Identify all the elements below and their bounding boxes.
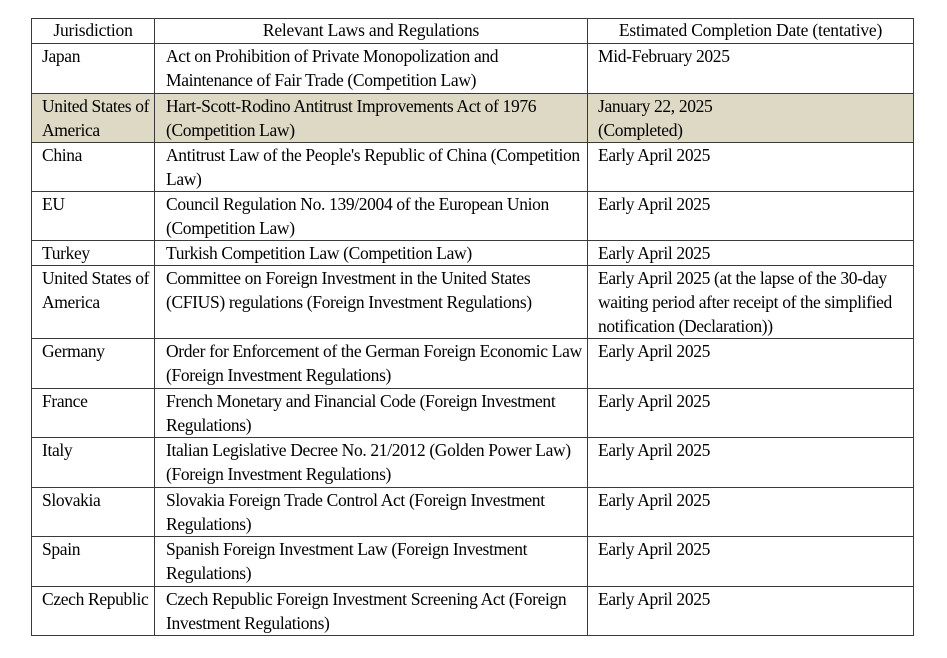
date-cell xyxy=(588,94,914,143)
date-cell xyxy=(588,143,914,192)
law-text: Slovakia Foreign Trade Control Act (Foreign Investment Regulations) xyxy=(166,490,545,534)
law-cell xyxy=(155,192,588,241)
header-jurisdiction: Jurisdiction xyxy=(32,19,155,44)
law-cell xyxy=(155,438,588,488)
law-text: Turkish Competition Law (Competition Law) xyxy=(166,243,472,263)
jurisdiction-cell xyxy=(32,438,155,488)
date-text: Mid-February 2025 xyxy=(598,46,730,66)
table-row xyxy=(32,44,914,94)
date-text: Early April 2025 xyxy=(598,539,711,559)
table-row xyxy=(32,339,914,389)
jurisdiction-text: Turkey xyxy=(42,243,90,263)
jurisdiction-cell xyxy=(32,94,155,143)
law-text: Italian Legislative Decree No. 21/2012 (Golden Power Law) (Foreign Investment Regulations) xyxy=(166,440,571,484)
date-text: Early April 2025 xyxy=(598,490,711,510)
jurisdiction-cell xyxy=(32,587,155,636)
law-cell xyxy=(155,94,588,143)
regulations-table xyxy=(31,18,914,636)
jurisdiction-text: United States of America xyxy=(42,96,150,140)
date-cell xyxy=(588,389,914,438)
law-cell xyxy=(155,143,588,192)
table-row xyxy=(32,488,914,537)
law-text: Order for Enforcement of the German Foreign Economic Law (Foreign Investment Regulations) xyxy=(166,341,582,385)
jurisdiction-text: Czech Republic xyxy=(42,589,149,609)
date-text: Early April 2025 xyxy=(598,145,711,165)
law-text: French Monetary and Financial Code (Foreign Investment Regulations) xyxy=(166,391,556,435)
date-text: Early April 2025 (at the lapse of the 30-day waiting period after receipt of the simplified notification (Declaration)) xyxy=(598,268,892,336)
jurisdiction-cell xyxy=(32,266,155,339)
jurisdiction-text: Slovakia xyxy=(42,490,101,510)
table-row xyxy=(32,389,914,438)
jurisdiction-cell xyxy=(32,192,155,241)
table-row xyxy=(32,438,914,488)
date-cell xyxy=(588,587,914,636)
law-cell xyxy=(155,389,588,438)
law-cell xyxy=(155,339,588,389)
law-cell xyxy=(155,44,588,94)
date-note: (Completed) xyxy=(598,120,683,140)
jurisdiction-text: Italy xyxy=(42,440,73,460)
jurisdiction-cell xyxy=(32,537,155,587)
date-cell xyxy=(588,44,914,94)
date-text: Early April 2025 xyxy=(598,341,711,361)
jurisdiction-cell xyxy=(32,339,155,389)
header-row xyxy=(32,19,914,44)
jurisdiction-text: Japan xyxy=(42,46,81,66)
date-cell xyxy=(588,537,914,587)
table-row xyxy=(32,266,914,339)
jurisdiction-cell xyxy=(32,389,155,438)
law-text: Council Regulation No. 139/2004 of the European Union (Competition Law) xyxy=(166,194,549,238)
jurisdiction-text: Germany xyxy=(42,341,105,361)
table-row xyxy=(32,537,914,587)
jurisdiction-cell xyxy=(32,44,155,94)
law-text: Hart-Scott-Rodino Antitrust Improvements Act of 1976 (Competition Law) xyxy=(166,96,537,140)
date-cell xyxy=(588,241,914,266)
table-row xyxy=(32,587,914,636)
jurisdiction-text: Spain xyxy=(42,539,81,559)
date-cell xyxy=(588,488,914,537)
date-cell xyxy=(588,438,914,488)
header-completion-date: Estimated Completion Date (tentative) xyxy=(588,19,914,44)
table-row xyxy=(32,143,914,192)
jurisdiction-cell xyxy=(32,488,155,537)
jurisdiction-cell xyxy=(32,143,155,192)
jurisdiction-text: China xyxy=(42,145,83,165)
law-text: Antitrust Law of the People's Republic of China (Competition Law) xyxy=(166,145,580,189)
date-text: Early April 2025 xyxy=(598,440,711,460)
law-cell xyxy=(155,488,588,537)
table-body xyxy=(32,44,914,636)
jurisdiction-text: United States of America xyxy=(42,268,150,312)
jurisdiction-text: EU xyxy=(42,194,65,214)
date-cell xyxy=(588,339,914,389)
table-header xyxy=(32,19,914,44)
date-text: January 22, 2025 xyxy=(598,96,713,116)
law-text: Committee on Foreign Investment in the United States (CFIUS) regulations (Foreign Investment Regulations) xyxy=(166,268,532,312)
table-row xyxy=(32,94,914,143)
date-text: Early April 2025 xyxy=(598,243,711,263)
jurisdiction-text: France xyxy=(42,391,88,411)
date-text: Early April 2025 xyxy=(598,589,711,609)
law-text: Act on Prohibition of Private Monopolization and Maintenance of Fair Trade (Competition Law) xyxy=(166,46,499,90)
table-row xyxy=(32,241,914,266)
table-row xyxy=(32,192,914,241)
law-cell xyxy=(155,587,588,636)
date-cell xyxy=(588,266,914,339)
date-cell xyxy=(588,192,914,241)
law-cell xyxy=(155,537,588,587)
law-text: Spanish Foreign Investment Law (Foreign Investment Regulations) xyxy=(166,539,528,583)
law-cell xyxy=(155,266,588,339)
law-cell xyxy=(155,241,588,266)
date-text: Early April 2025 xyxy=(598,194,711,214)
jurisdiction-cell xyxy=(32,241,155,266)
law-text: Czech Republic Foreign Investment Screening Act (Foreign Investment Regulations) xyxy=(166,589,567,633)
date-text: Early April 2025 xyxy=(598,391,711,411)
header-laws: Relevant Laws and Regulations xyxy=(155,19,588,44)
